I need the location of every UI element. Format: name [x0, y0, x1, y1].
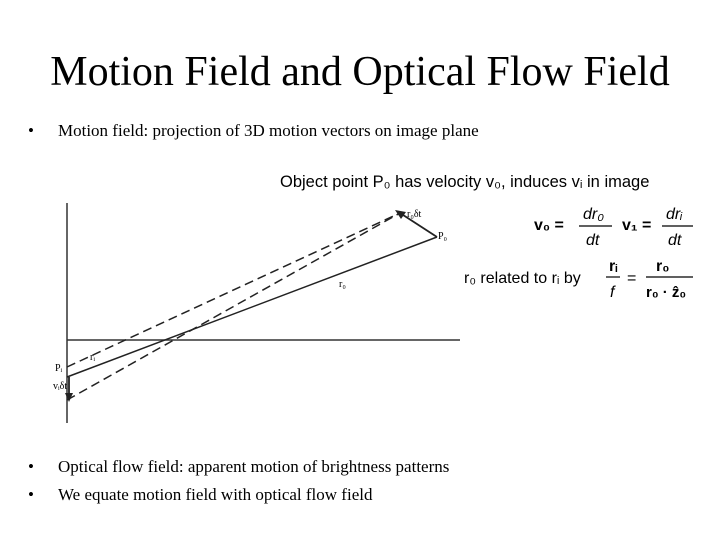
- rhs-numerator: r₀: [656, 258, 670, 275]
- v0-equals: v₀ =: [534, 217, 564, 234]
- label-pi: Pᵢ: [55, 363, 63, 374]
- v1-equals: v₁ =: [622, 217, 652, 234]
- bullet-text: Optical flow field: apparent motion of brightness patterns: [58, 457, 450, 476]
- bullet-glyph: •: [28, 457, 34, 476]
- ratio-denominator: f: [610, 284, 615, 301]
- bullet-equate: [28, 484, 372, 506]
- label-p0: P₀: [438, 231, 448, 242]
- v1-denominator: dt: [668, 232, 682, 249]
- bullet-text: Motion field: projection of 3D motion vectors on image plane: [58, 121, 479, 140]
- slide-title: Motion Field and Optical Flow Field: [50, 49, 670, 95]
- relation-text: r₀ related to rᵢ by: [464, 270, 581, 287]
- label-vi-dt: vᵢδt: [53, 381, 68, 392]
- bullet-motion-field: [28, 120, 479, 142]
- label-ri: rᵢ: [90, 352, 95, 363]
- bullet-optical-flow: [28, 456, 449, 478]
- rhs-denominator: r₀ · ẑ₀: [646, 284, 687, 301]
- label-r0: r₀: [339, 279, 346, 290]
- bullet-glyph: •: [28, 121, 34, 140]
- relation-equals: =: [627, 270, 637, 287]
- formula-block: [278, 165, 708, 315]
- bullet-glyph: •: [28, 485, 34, 504]
- v0-numerator: dr₀: [583, 206, 604, 223]
- label-r0-dt: r₀δt: [407, 209, 422, 220]
- v0-denominator: dt: [586, 232, 600, 249]
- bullet-text: We equate motion field with optical flow field: [58, 485, 373, 504]
- ratio-numerator: rᵢ: [609, 258, 618, 275]
- formula-intro: Object point P₀ has velocity v₀, induces vᵢ in image: [280, 173, 650, 191]
- v1-numerator: drᵢ: [666, 206, 683, 223]
